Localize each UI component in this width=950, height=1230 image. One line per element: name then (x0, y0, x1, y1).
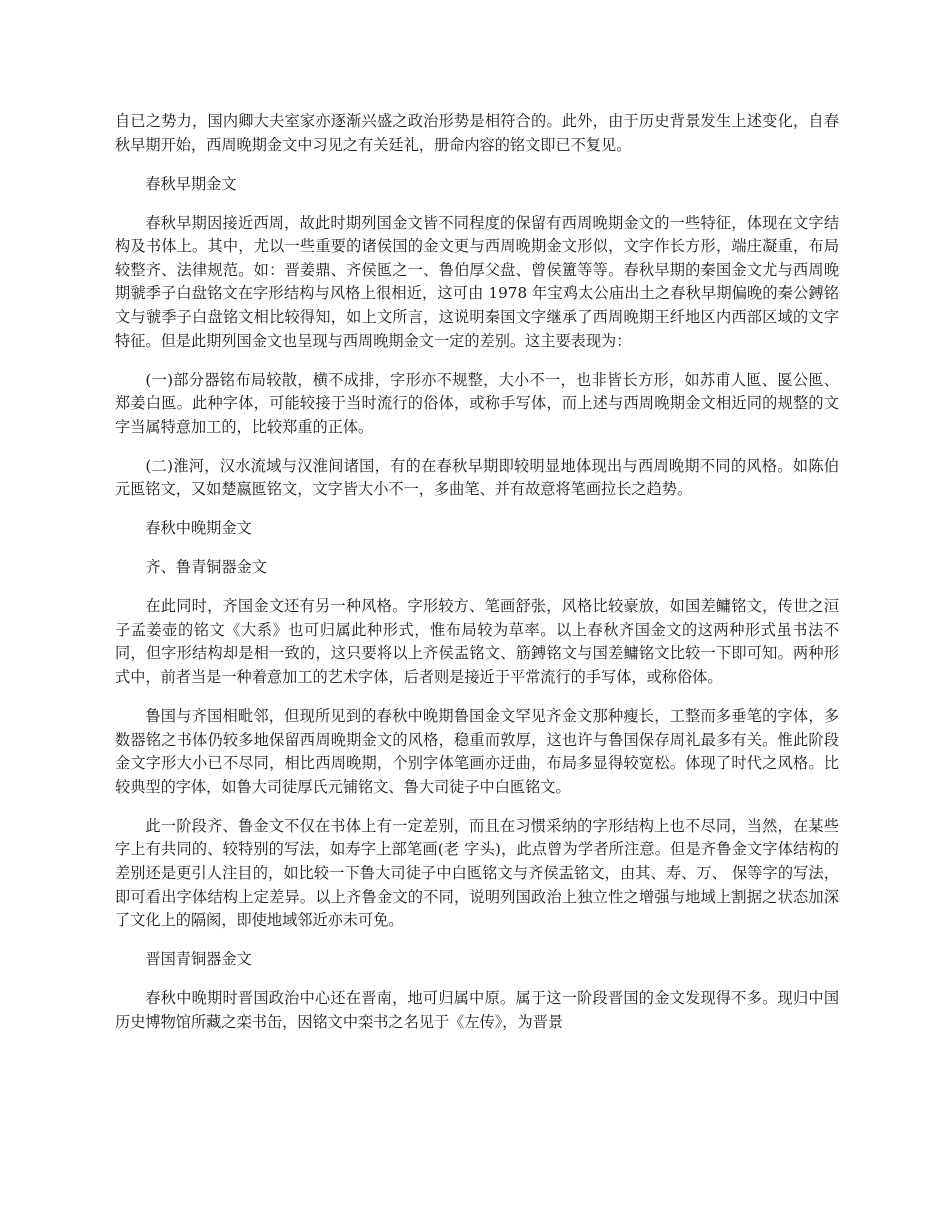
paragraph-qi-lu-difference: 此一阶段齐、鲁金文不仅在书体上有一定差别，而且在习惯采纳的字形结构上也不尽同，当然，在某些字上有共同的、较特别的写法，如寿字上部笔画(老 字头)，此点曾为学者所注意。但是齐鲁金文字体结构的差别还是更引人注目的，如比较一下鲁大司徒子中白匜铭文与齐侯盂铭文，由其、寿、万、 保等字的写法，即可看出字体结构上定差异。以上齐鲁金文的不同，说明列国政治上独立性之增强与地域上割据之状态加深了文化上的隔阂，即使地域邻近亦未可免。 (115, 816, 839, 930)
document-body (115, 110, 839, 1050)
section-heading-early-spring-autumn: 春秋早期金文 (145, 174, 237, 193)
section-heading-mid-late-spring-autumn: 春秋中晚期金文 (145, 519, 252, 538)
paragraph-early-features: 春秋早期因接近西周，故此时期列国金文皆不同程度的保留有西周晚期金文的一些特征，体现在文字结构及书体上。其中，尤以一些重要的诸侯国的金文更与西周晚期金文形似，文字作长方形，端庄凝重，布局较整齐、法律规范。如：晋姜鼎、齐侯匜之一、鲁伯厚父盘、曾侯簠等等。春秋早期的秦国金文尤与西周晚期虢季子白盘铭文在字形结构与风格上很相近，这可由 1978 年宝鸡太公庙出土之春秋早期偏晚的秦公鎛铭文与虢季子白盘铭文相比较得知，如上文所言，这说明秦国文字继承了西周晚期王纤地区内西部区域的文字特征。但是此期列国金文也呈现与西周晚期金文一定的差别。这主要表现为： (115, 213, 839, 350)
paragraph-qi-style: 在此同时，齐国金文还有另一种风格。字形较方、笔画舒张，风格比较豪放，如国差鳙铭文，传世之洹子孟姜壶的铭文《大系》也可归属此种形式，惟布局较为草率。以上春秋齐国金文的这两种形式虽书法不同，但字形结构却是相一致的，这只要将以上齐侯盂铭文、筋鎛铭文与国差鳙铭文比较一下即可知。两种形式中，前者当是一种着意加工的艺术字体，后者则是接近于平常流行的手写体，或称俗体。 (115, 597, 839, 687)
section-heading-qi-lu-bronzes: 齐、鲁青铜器金文 (145, 558, 267, 577)
paragraph-lu-style: 鲁国与齐国相毗邻，但现所见到的春秋中晚期鲁国金文罕见齐金文那种瘦长，工整而多垂笔的字体，多数器铭之书体仍较多地保留西周晚期金文的风格，稳重而敦厚，这也许与鲁国保存周礼最多有关。惟此阶段金文字形大小已不尽同，相比西周晚期，个别字体笔画亦迂曲，布局多显得较宽松。体现了时代之风格。比较典型的字体，如鲁大司徒厚氏元铺铭文、鲁大司徒子中白匜铭文。 (115, 707, 839, 796)
paragraph-jin-style: 春秋中晚期时晋国政治中心还在晋南，地可归属中原。属于这一阶段晋国的金文发现得不多。现归中国历史博物馆所藏之栾书缶，因铭文中栾书之名见于《左传》，为晋景 (115, 989, 839, 1031)
paragraph-point-one: (一)部分器铭布局较散，横不成排，字形亦不规整，大小不一，也非皆长方形，如苏甫人匜、匽公匜、郑姜白匜。此种字体，可能较接于当时流行的俗体，或称手写体，而上述与西周晚期金文相近同的规整的文字当属特意加工的，比较郑重的正体。 (115, 370, 839, 436)
paragraph-point-two: (二)淮河，汉水流域与汉淮间诸国，有的在春秋早期即较明显地体现出与西周晚期不同的风格。如陈伯元匜铭文，又如楚嬴匜铭文，文字皆大小不一，多曲笔、并有故意将笔画拉长之趋势。 (115, 456, 839, 499)
paragraph-intro: 自已之势力，国内卿大夫室家亦逐渐兴盛之政治形势是相符合的。此外，由于历史背景发生上述变化，自春秋早期开始，西周晚期金文中习见之有关廷礼，册命内容的铭文即已不复见。 (115, 112, 839, 154)
section-heading-jin-bronzes: 晋国青铜器金文 (145, 950, 252, 969)
